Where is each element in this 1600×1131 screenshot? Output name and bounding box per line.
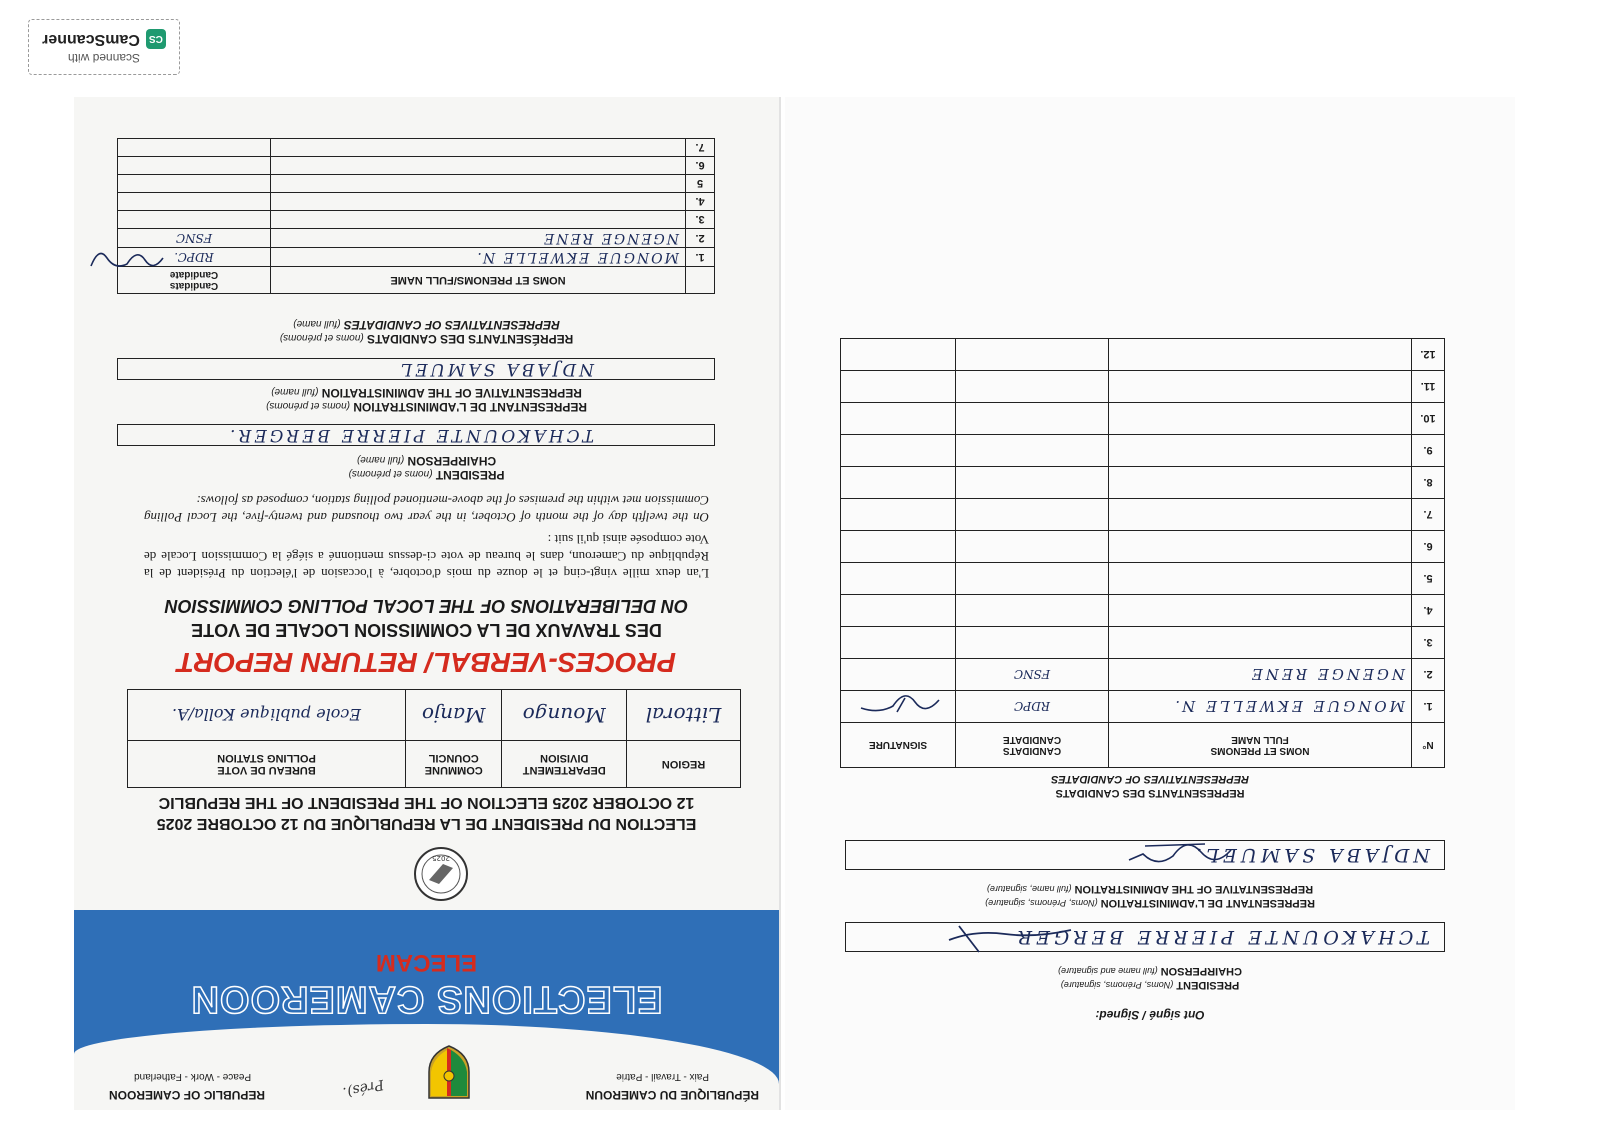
signature-page bbox=[785, 97, 1515, 1110]
report-title: PROCES-VERBAL/ RETURN REPORT bbox=[177, 647, 676, 678]
admin-rep-name-field: NDJABA SAMUEL bbox=[117, 358, 715, 380]
table-row: 5 bbox=[118, 175, 715, 193]
motto-fr: Paix - Travail - Patrie bbox=[616, 1071, 709, 1082]
table-row: 7. bbox=[841, 499, 1445, 531]
admin-signature-icon bbox=[1125, 838, 1235, 874]
sig-president-label: PRESIDENT (Noms, Prénoms, signature) CHAIRPERSON (full name and signature) bbox=[1058, 965, 1242, 991]
council-value: Manjo bbox=[406, 690, 502, 741]
table-row: 12. bbox=[841, 339, 1445, 371]
location-table bbox=[127, 689, 741, 788]
table-row: 1. MONGUE EKWELLE N. RDPC. bbox=[118, 248, 715, 267]
table-row: 10. bbox=[841, 403, 1445, 435]
location-header: DEPARTEMENT DIVISION bbox=[502, 741, 627, 788]
camscanner-brand bbox=[42, 29, 166, 49]
table-row: 2. NGENGE RENE FSNC bbox=[118, 229, 715, 248]
preamble-en: On the twelfth day of the month of October, in the year two thousand and twenty-five, the Local Polling Commission met within the premises of the above-mentioned polling station, composed as follows: bbox=[144, 493, 709, 525]
motto-en: Peace - Work - Fatherland bbox=[134, 1071, 252, 1082]
president-label: PRESIDENT (noms et prénoms) CHAIRPERSON (full name) bbox=[348, 454, 505, 482]
location-header: BUREAU DE VOTE POLLING STATION bbox=[128, 741, 406, 788]
region-value: Littoral bbox=[627, 690, 741, 741]
table-row: 4. bbox=[841, 595, 1445, 627]
table-row: 6. bbox=[118, 157, 715, 175]
preamble-fr: L'an deux mille vingt-cinq et le douze du mois d'octobre, à l'occasion de l'élection du Président de la République du Cameroun, dans le bureau de vote ci-dessus mentionné a siégé la Commission Locale de Vote composée ainsi qu'il suit : bbox=[144, 532, 709, 581]
col-candidate: Candidats Candidate bbox=[118, 267, 271, 294]
camscanner-watermark bbox=[28, 19, 180, 75]
election-line-fr: ELECTION DU PRESIDENT DE LA REPUBLIQUE DU 12 OCTOBRE 2025 bbox=[156, 815, 697, 832]
sig-admin-field: NDJABA SAMUEL. bbox=[845, 840, 1445, 870]
report-subtitle-fr: DES TRAVAUX DE LA COMMISSION LOCALE DE VOTE bbox=[191, 620, 662, 640]
col-full-name: NOMS ET PRENOMS/FULL NAME bbox=[271, 267, 686, 294]
elecam-banner bbox=[74, 910, 779, 1110]
table-row: 4. bbox=[118, 193, 715, 211]
rep-signature-icon bbox=[855, 690, 945, 720]
president-signature-icon bbox=[945, 920, 1075, 960]
table-row: 5. bbox=[841, 563, 1445, 595]
republic-fr: RÉPUBLIQUE DU CAMEROUN bbox=[585, 1088, 759, 1102]
division-value: Moungo bbox=[502, 690, 627, 741]
coat-of-arms-icon bbox=[419, 1042, 479, 1106]
col-candidate: CANDIDATS CANDIDATE bbox=[956, 723, 1109, 768]
table-row: 3. bbox=[841, 627, 1445, 659]
camscanner-logo-icon: CS bbox=[146, 29, 166, 49]
table-row: 6. bbox=[841, 531, 1445, 563]
election-line-en: 12 OCTOBER 2025 ELECTION OF THE PRESIDENT OF THE REPUBLIC bbox=[158, 794, 695, 811]
table-row: 2. NGENGE RENE FSNC bbox=[841, 659, 1445, 691]
elecam-title: ELECTIONS CAMEROON bbox=[190, 978, 663, 1020]
camscanner-brand-name: CamScanner bbox=[42, 31, 140, 48]
col-num: N° bbox=[1412, 723, 1445, 768]
return-report-page bbox=[74, 97, 779, 1110]
republic-en: REPUBLIC OF CAMEROON bbox=[109, 1088, 265, 1102]
admin-rep-label: REPRESENTANT DE L'ADMINISTRATION (noms et prénoms) REPRESENTATIVE OF THE ADMINISTRATION (full name) bbox=[266, 386, 588, 414]
report-subtitle-en: ON DELIBERATIONS OF THE LOCAL POLLING COMMISSION bbox=[164, 596, 689, 616]
handwritten-note: Prés). bbox=[341, 1075, 386, 1101]
rep-signature-1-icon bbox=[87, 250, 167, 274]
table-row: 9. bbox=[841, 435, 1445, 467]
table-row: 1. MONGUE EKWELLE N. RDPC bbox=[841, 691, 1445, 723]
table-row: 11. bbox=[841, 371, 1445, 403]
scanned-with-text: Scanned with bbox=[67, 51, 141, 65]
president-name-field: TCHAKOUNTE PIERRE BERGER. bbox=[117, 424, 715, 446]
elecam-subtitle: ELECAM bbox=[375, 949, 478, 976]
col-full-name: NOMS ET PRENOMS FULL NAME bbox=[1109, 723, 1412, 768]
table-row: 7. bbox=[118, 139, 715, 157]
table-row: 8. bbox=[841, 467, 1445, 499]
polling-station-value: Ecole publique Kolla/A. bbox=[128, 690, 406, 741]
location-header: REGION bbox=[627, 741, 741, 788]
location-header: COMMUNE COUNCIL bbox=[406, 741, 502, 788]
candidate-reps-label: REPRÉSENTANTS DES CANDIDATS (noms et prénoms) REPRESENTATIVES OF CANDIDATES (full name) bbox=[279, 318, 574, 346]
signed-label: Ont signé / Signed: bbox=[1095, 1008, 1205, 1022]
sig-reps-label: REPRESENTANTS DES CANDIDATS REPRESENTATIVES OF CANDIDATES bbox=[1050, 773, 1250, 799]
candidate-reps-table bbox=[117, 138, 715, 294]
election-heading bbox=[114, 792, 739, 834]
table-row: 3. bbox=[118, 211, 715, 229]
election-2025-seal-icon bbox=[413, 846, 469, 902]
sig-admin-label: REPRESENTANT DE L'ADMINISTRATION (Noms, Prénoms, signature) REPRESENTATIVE OF THE ADMINISTRATION (full name, signature) bbox=[985, 883, 1315, 909]
col-signature: SIGNATURE bbox=[841, 723, 956, 768]
col-num bbox=[686, 267, 715, 294]
svg-text:2025: 2025 bbox=[432, 854, 450, 862]
sig-president-field: TCHAKOUNTE PIERRE BERGER bbox=[845, 922, 1445, 952]
